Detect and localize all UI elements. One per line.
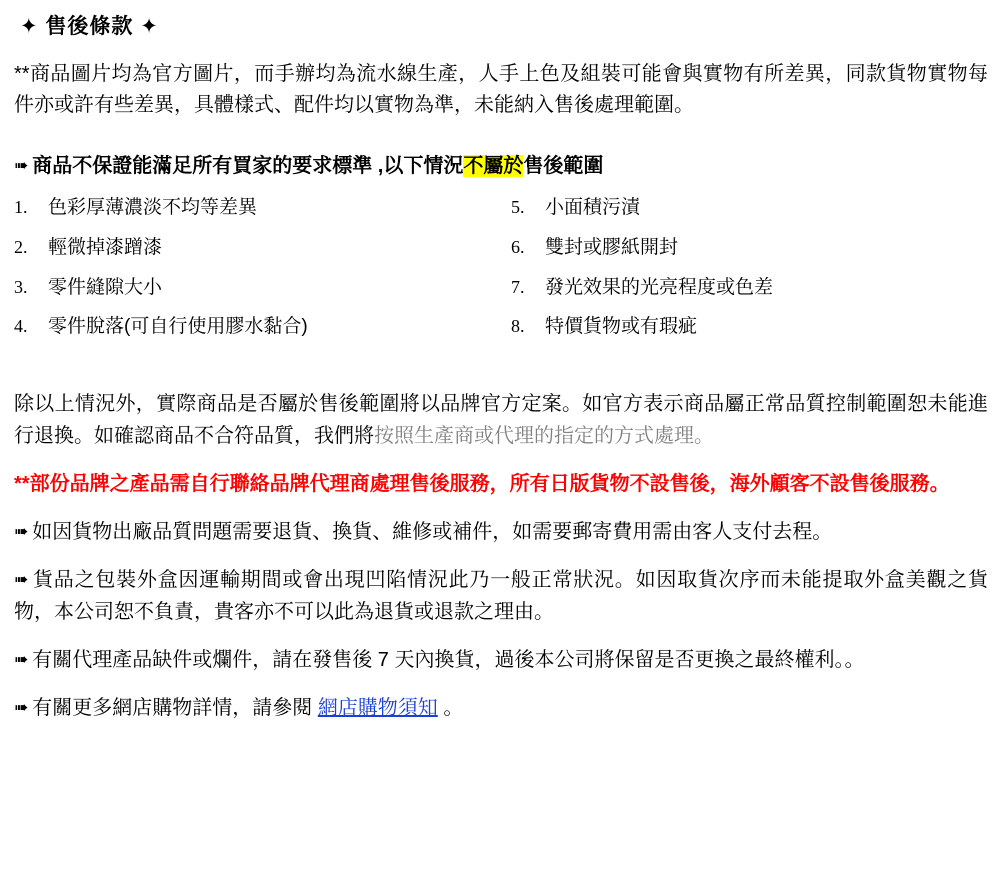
exclusion-list-left-column <box>14 195 501 354</box>
list-item <box>14 235 501 261</box>
exclusion-list-right-column <box>501 195 988 354</box>
note-packaging-text: 貨品之包裝外盒因運輸期間或會出現凹陷情況此乃一般正常狀況。如因取貨次序而未能提取外盒美觀之貨物，本公司恕不負責，貴客亦不可以此為退貨或退款之理由。 <box>14 568 988 623</box>
list-item <box>511 314 988 340</box>
list-item-number: 4. <box>14 316 28 337</box>
list-item-label: 小面積污漬 <box>545 197 641 219</box>
list-item <box>14 195 501 221</box>
exclusion-lead-before: 商品不保證能滿足所有買家的要求標準 ,以下情況 <box>32 155 464 178</box>
list-item-number: 3. <box>14 276 28 297</box>
note-more-info <box>14 692 988 724</box>
list-item-number: 6. <box>511 237 525 258</box>
arrow-icon: ➠ <box>14 521 29 541</box>
list-item <box>14 275 501 301</box>
page-title: ✦ 售後條款 ✦ <box>20 15 159 38</box>
list-item-number: 8. <box>511 316 525 337</box>
list-item <box>511 235 988 261</box>
note-missing-parts-text: 有關代理產品缺件或爛件，請在發售後 7 天內換貨，過後本公司將保留是否更換之最終權利。。 <box>32 648 865 671</box>
policy-paragraph <box>14 388 988 452</box>
list-item-label: 發光效果的光亮程度或色差 <box>545 276 774 298</box>
arrow-icon: ➠ <box>14 569 29 589</box>
list-item <box>511 275 988 301</box>
intro-paragraph: **商品圖片均為官方圖片，而手辦均為流水線生產，人手上色及組裝可能會與實物有所差異，同款貨物實物每件亦或許有些差異，具體樣式、配件均以實物為準，未能納入售後處理範圍。 <box>14 63 988 117</box>
note-packaging <box>14 564 988 628</box>
list-item-label: 雙封或膠紙開封 <box>545 237 679 259</box>
list-item-number: 2. <box>14 237 28 258</box>
list-item-label: 零件縫隙大小 <box>48 276 163 298</box>
exclusion-list <box>14 195 988 354</box>
note-more-info-after: 。 <box>437 696 464 719</box>
arrow-icon: ➠ <box>14 649 29 669</box>
list-item <box>511 195 988 221</box>
exclusion-lead-highlight: 不屬於 <box>463 155 524 178</box>
shopping-guide-link[interactable]: 網店購物須知 <box>317 696 438 719</box>
list-item-label: 輕微掉漆蹭漆 <box>48 237 163 259</box>
red-notice: **部份品牌之產品需自行聯絡品牌代理商處理售後服務，所有日版貨物不設售後，海外顧客不設售後服務。 <box>14 472 950 495</box>
policy-paragraph-grey: 按照生產商或代理的指定的方式處理。 <box>374 424 714 447</box>
note-missing-parts <box>14 644 988 676</box>
exclusion-lead-after: 售後範圍 <box>523 155 604 178</box>
list-item-label: 零件脫落(可自行使用膠水黏合) <box>48 316 308 338</box>
note-more-info-before: 有關更多網店購物詳情，請參閱 <box>32 696 318 719</box>
arrow-icon: ➠ <box>14 697 29 717</box>
list-item-number: 1. <box>14 197 28 218</box>
note-shipping-text: 如因貨物出廠品質問題需要退貨、換貨、維修或補件，如需要郵寄費用需由客人支付去程。 <box>32 520 833 543</box>
note-shipping <box>14 516 988 548</box>
arrow-icon: ➠ <box>14 156 29 176</box>
exclusion-lead <box>14 151 988 181</box>
list-item-label: 色彩厚薄濃淡不均等差異 <box>48 197 258 219</box>
list-item <box>14 314 501 340</box>
list-item-label: 特價貨物或有瑕疵 <box>545 316 698 338</box>
list-item-number: 5. <box>511 197 525 218</box>
list-item-number: 7. <box>511 276 525 297</box>
policy-paragraph-main: 除以上情況外，實際商品是否屬於售後範圍將以品牌官方定案。如官方表示商品屬正常品質控制範圍恕未能進行退換。如確認商品不合符品質，我們將 <box>14 392 988 447</box>
